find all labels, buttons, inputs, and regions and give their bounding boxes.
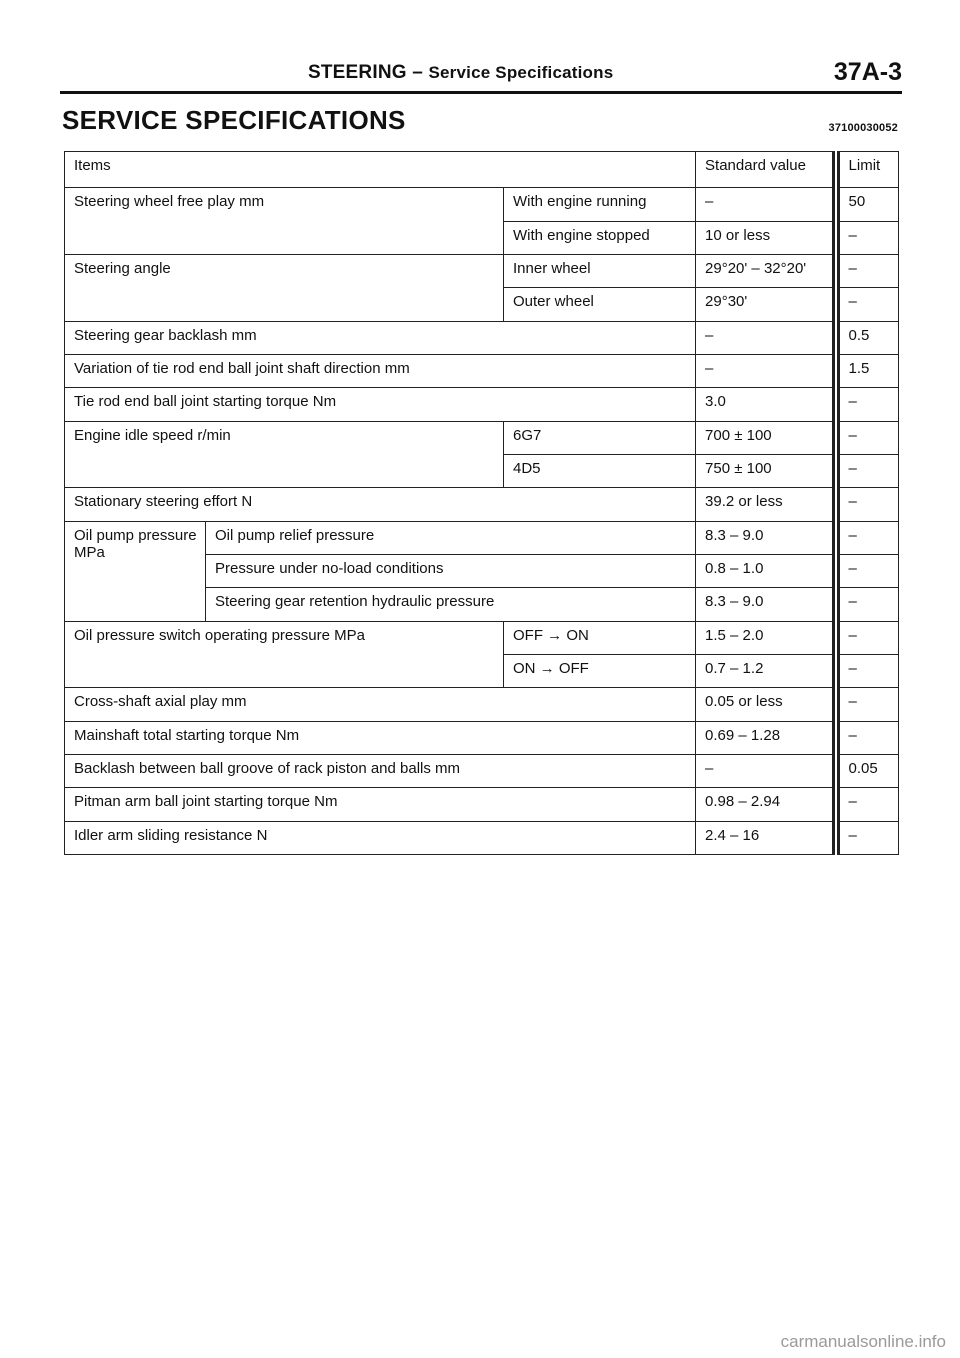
table-row [65,255,899,288]
item-label: Pitman arm ball joint starting torque Nm [65,788,696,821]
standard-value: 10 or less [696,221,836,254]
standard-value: 8.3 – 9.0 [696,521,836,554]
limit-value: – [836,421,899,454]
table-row [65,488,899,521]
table-row [65,754,899,787]
standard-value: – [696,321,836,354]
standard-value: 750 ± 100 [696,454,836,487]
page-header [60,58,902,90]
table-row [65,421,899,454]
table-row [65,721,899,754]
chapter-main: STEERING [308,62,407,83]
table-row [65,388,899,421]
standard-value: 39.2 or less [696,488,836,521]
item-label: Stationary steering effort N [65,488,696,521]
standard-value: 29°20' – 32°20' [696,255,836,288]
standard-value: 0.69 – 1.28 [696,721,836,754]
standard-value: – [696,754,836,787]
spec-table [64,151,899,855]
limit-value: – [836,654,899,687]
table-row [65,621,899,654]
page-number: 37A-3 [833,58,902,86]
limit-value: – [836,688,899,721]
limit-value: – [836,554,899,587]
table-row [65,688,899,721]
limit-value: 0.5 [836,321,899,354]
standard-value: 0.98 – 2.94 [696,788,836,821]
chapter-sub: Service Specifications [428,63,614,82]
chapter-dash: – [412,62,423,83]
limit-value: – [836,454,899,487]
table-row [65,821,899,854]
condition: OFF → ON [504,621,696,654]
standard-value: 0.8 – 1.0 [696,554,836,587]
item-label: Mainshaft total starting torque Nm [65,721,696,754]
limit-value: – [836,821,899,854]
item-label: Idler arm sliding resistance N [65,821,696,854]
limit-value: – [836,388,899,421]
table-row [65,188,899,221]
standard-value: – [696,355,836,388]
item-label: Oil pressure switch operating pressure MPa [65,621,504,688]
chapter-title [308,62,613,84]
item-label: Variation of tie rod end ball joint shaft direction mm [65,355,696,388]
limit-value: – [836,221,899,254]
limit-value: – [836,721,899,754]
limit-value: 1.5 [836,355,899,388]
limit-value: – [836,255,899,288]
table-row [65,521,899,554]
condition: 4D5 [504,454,696,487]
standard-value: 0.05 or less [696,688,836,721]
standard-value: 700 ± 100 [696,421,836,454]
limit-value: – [836,788,899,821]
limit-value: – [836,288,899,321]
sub-item: Pressure under no-load conditions [206,554,696,587]
sub-item: Oil pump relief pressure [206,521,696,554]
item-label: Steering gear backlash mm [65,321,696,354]
header-items: Items [65,152,696,188]
item-label: Engine idle speed r/min [65,421,504,488]
table-row [65,355,899,388]
table-row [65,788,899,821]
limit-value: – [836,521,899,554]
standard-value: 0.7 – 1.2 [696,654,836,687]
limit-value: 50 [836,188,899,221]
limit-value: 0.05 [836,754,899,787]
limit-value: – [836,621,899,654]
condition: Inner wheel [504,255,696,288]
item-label: Oil pump pressure MPa [65,521,206,621]
standard-value: 2.4 – 16 [696,821,836,854]
limit-value: – [836,588,899,621]
item-label: Steering angle [65,255,504,322]
standard-value: 3.0 [696,388,836,421]
sub-item: Steering gear retention hydraulic pressure [206,588,696,621]
section-title: SERVICE SPECIFICATIONS [62,105,406,135]
header-rule [60,91,902,94]
doc-code: 37100030052 [828,122,898,134]
condition: 6G7 [504,421,696,454]
item-label: Backlash between ball groove of rack piston and balls mm [65,754,696,787]
limit-value: – [836,488,899,521]
header-limit: Limit [836,152,899,188]
header-standard: Standard value [696,152,836,188]
table-row [65,321,899,354]
item-label: Steering wheel free play mm [65,188,504,255]
footer-watermark: carmanualsonline.info [780,1332,946,1351]
condition: ON → OFF [504,654,696,687]
standard-value: 8.3 – 9.0 [696,588,836,621]
condition: With engine running [504,188,696,221]
standard-value: 1.5 – 2.0 [696,621,836,654]
condition: Outer wheel [504,288,696,321]
table-header-row [65,152,899,188]
standard-value: 29°30' [696,288,836,321]
item-label: Cross-shaft axial play mm [65,688,696,721]
item-label: Tie rod end ball joint starting torque Nm [65,388,696,421]
standard-value: – [696,188,836,221]
condition: With engine stopped [504,221,696,254]
